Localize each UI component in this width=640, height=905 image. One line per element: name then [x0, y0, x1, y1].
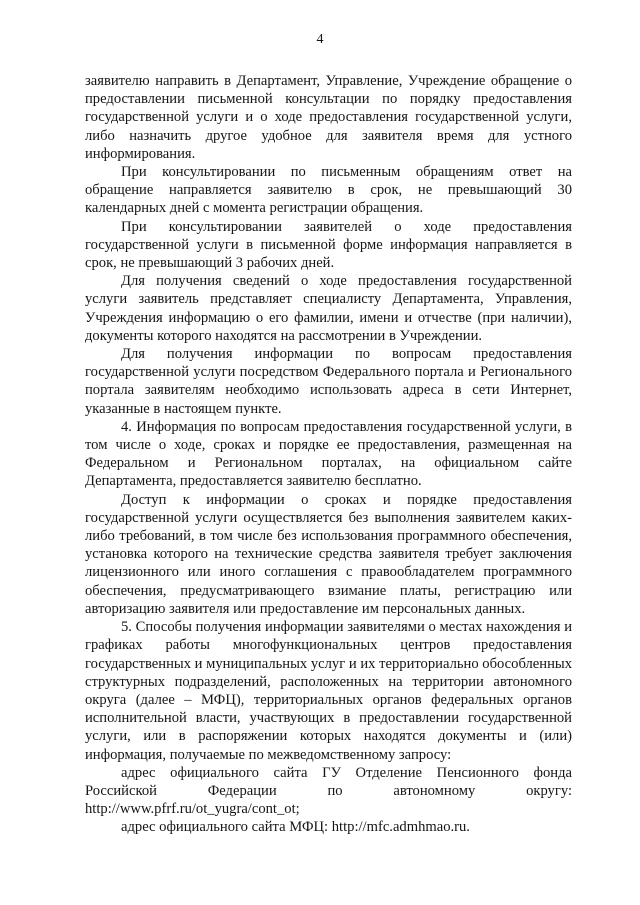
paragraph: При консультировании заявителей о ходе предоставления государственной услуги в письменной форме информация направляется в срок, не превышающий 3 рабочих дней.	[85, 218, 572, 272]
page-number: 4	[316, 32, 324, 47]
paragraph: Для получения сведений о ходе предоставления государственной услуги заявитель представляет специалисту Департамента, Управления, Учреждения информацию о его фамилии, имени и отчестве (при наличии), документы которого находятся на рассмотрении в Учреждении.	[85, 273, 572, 344]
paragraph: адрес официального сайта ГУ Отделение Пенсионного фонда Российской Федерации по автономному округу: http://www.pfrf.ru/ot_yugra/cont_ot;	[85, 764, 572, 818]
paragraph: Доступ к информации о сроках и порядке предоставления государственной услуги осуществляется без выполнения заявителем каких-либо требований, в том числе без использования программного обеспечения, установка которого на технические средства заявителя требует заключения лицензионного или иного соглашения с правообладателем программного обеспечения, предусматривающего взимание платы, регистрацию или авторизацию заявителя или предоставление им персональных данных.	[85, 491, 572, 617]
paragraph: заявителю направить в Департамент, Управление, Учреждение обращение о предоставлении письменной консультации по порядку предоставления государственной услуги и о ходе предоставления государственной услуги, либо назначить другое удобное для заявителя время для устного информирования.	[85, 73, 572, 162]
paragraph: При консультировании по письменным обращениям ответ на обращение направляется заявителю в срок, не превышающий 30 календарных дней с момента регистрации обращения.	[85, 164, 572, 217]
paragraph: 4. Информация по вопросам предоставления государственной услуги, в том числе о ходе, сроках и порядке ее предоставления, размещенная на Федеральном и Региональном порталах, на официальном сайте Департамента, предоставляется заявителю бесплатно.	[85, 418, 572, 490]
document-body	[85, 72, 572, 837]
paragraph: 5. Способы получения информации заявителями о местах нахождения и графиках работы многофункциональных центров предоставления государственных и муниципальных услуг и их территориально обособленных структурных подразделений, расположенных на территории автономного округа (далее – МФЦ), территориальных органов федеральных органов исполнительной власти, участвующих в предоставлении государственной услуги, или в распоряжении которых находятся документы и (или) информация, получаемые по межведомственному запросу:	[85, 619, 572, 763]
paragraph: адрес официального сайта МФЦ: http://mfc.admhmao.ru.	[121, 819, 470, 836]
paragraph: Для получения информации по вопросам предоставления государственной услуги посредством Федерального портала и Регионального портала заявителям необходимо использовать адреса в сети Интернет, указанные в настоящем пункте.	[85, 346, 572, 417]
